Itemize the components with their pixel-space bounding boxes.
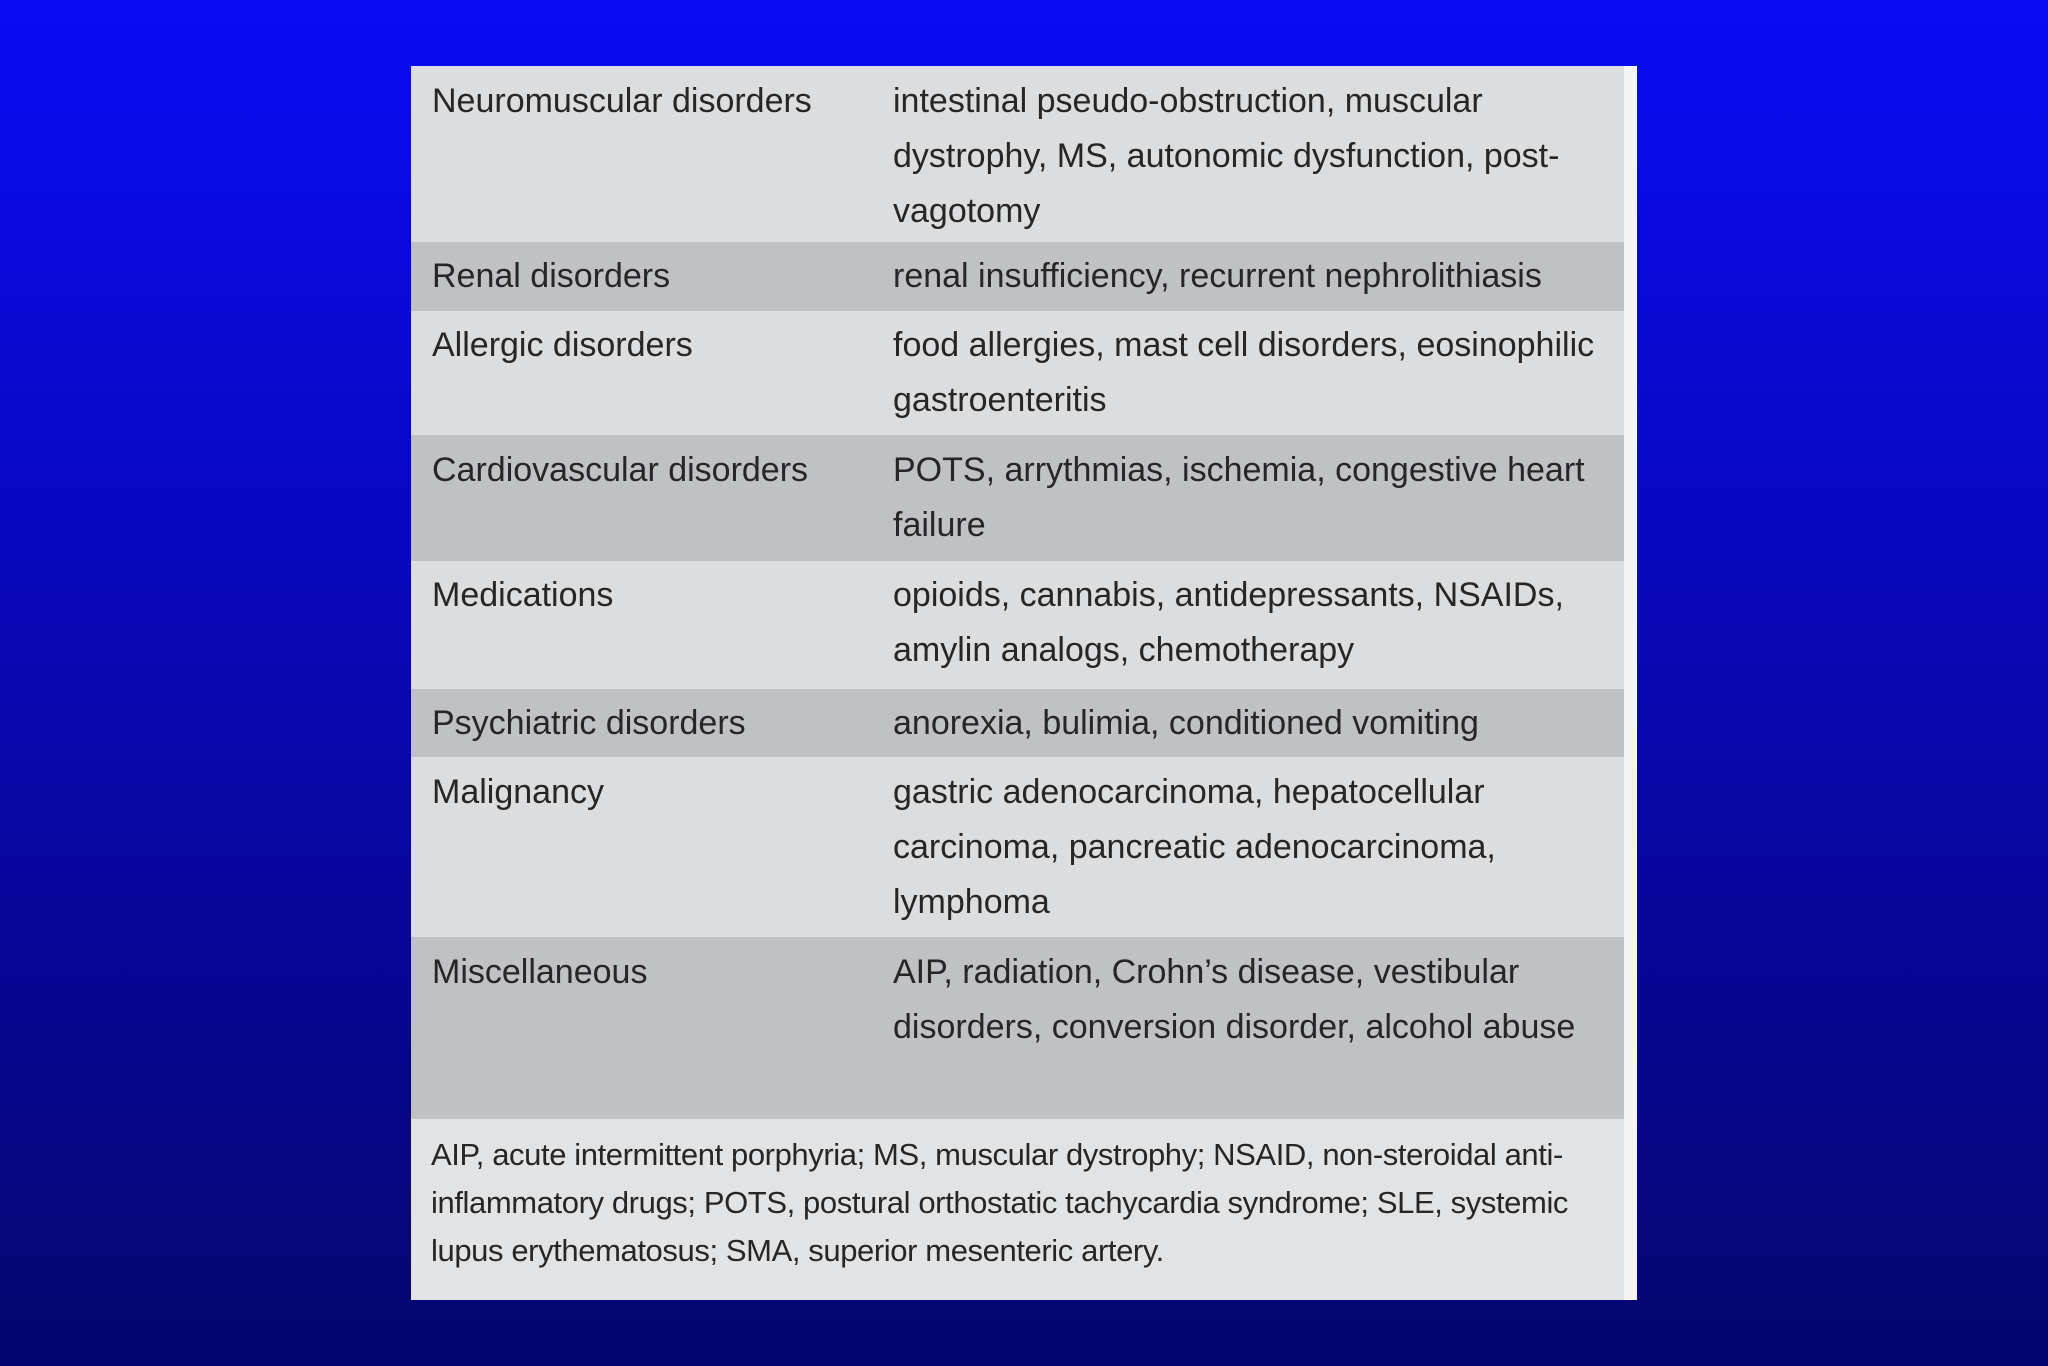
description-cell: intestinal pseudo-obstruction, muscular dystrophy, MS, autonomic dysfunction, post-vagotomy: [893, 82, 1560, 230]
category-cell: Miscellaneous: [432, 953, 648, 991]
category-cell: Allergic disorders: [432, 326, 693, 364]
category-cell: Renal disorders: [432, 257, 671, 295]
table-row: [411, 435, 1624, 561]
table-row: [411, 311, 1624, 435]
description-cell: opioids, cannabis, antidepressants, NSAIDs, amylin analogs, chemotherapy: [893, 576, 1564, 669]
description-cell: gastric adenocarcinoma, hepatocellular carcinoma, pancreatic adenocarcinoma, lymphoma: [893, 773, 1496, 921]
table-row: [411, 561, 1624, 689]
table-row: [411, 937, 1624, 1119]
category-cell: Psychiatric disorders: [432, 704, 746, 742]
table-row: [411, 689, 1624, 757]
description-cell: renal insufficiency, recurrent nephrolithiasis: [893, 257, 1542, 295]
category-cell: Neuromuscular disorders: [432, 82, 812, 120]
description-cell: AIP, radiation, Crohn’s disease, vestibular disorders, conversion disorder, alcohol abuse: [893, 953, 1576, 1046]
table-row: [411, 757, 1624, 937]
table-row: [411, 242, 1624, 311]
description-cell: anorexia, bulimia, conditioned vomiting: [893, 704, 1479, 742]
differential-table: [411, 66, 1637, 1300]
category-cell: Medications: [432, 576, 614, 614]
table-row: [411, 66, 1624, 242]
category-cell: Cardiovascular disorders: [432, 451, 809, 489]
description-cell: POTS, arrythmias, ischemia, congestive heart failure: [893, 451, 1585, 544]
table-body: [411, 66, 1624, 1300]
description-cell: food allergies, mast cell disorders, eosinophilic gastroenteritis: [893, 326, 1595, 419]
table-footnote: AIP, acute intermittent porphyria; MS, muscular dystrophy; NSAID, non-steroidal anti-inflammatory drugs; POTS, postural orthostatic tachycardia syndrome; SLE, systemic lupus erythematosus; SMA, superior mesenteric artery.: [411, 1119, 1624, 1300]
category-cell: Malignancy: [432, 773, 604, 811]
